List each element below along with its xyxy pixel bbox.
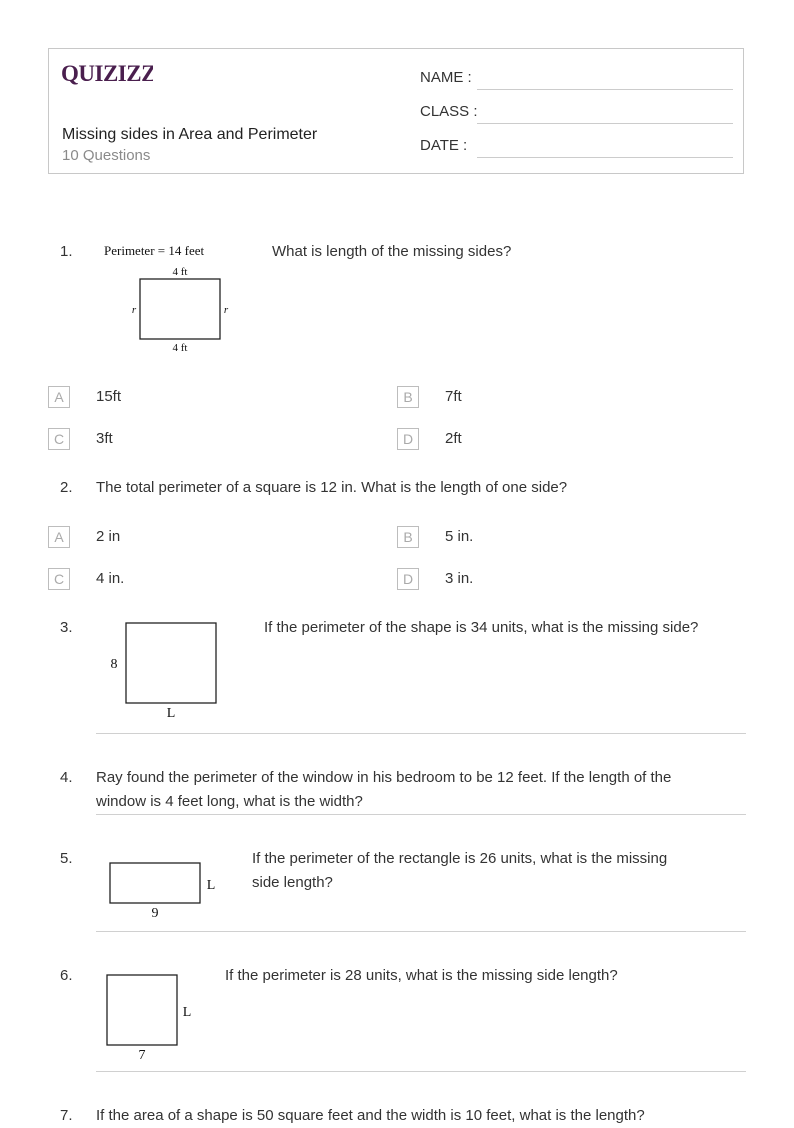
q2-option-c-letter[interactable]: C <box>48 568 70 590</box>
question-3-number: 3. <box>60 619 73 636</box>
date-label: DATE : <box>420 137 468 154</box>
question-6-number: 6. <box>60 967 73 984</box>
q2-option-a-letter[interactable]: A <box>48 526 70 548</box>
figure-caption: Perimeter = 14 feet <box>104 243 205 258</box>
name-input-line[interactable] <box>477 89 733 90</box>
question-count: 10 Questions <box>62 147 151 164</box>
question-4-answer-line[interactable] <box>96 814 746 815</box>
date-input-line[interactable] <box>477 157 733 158</box>
question-4-number: 4. <box>60 769 73 786</box>
question-7-number: 7. <box>60 1107 73 1124</box>
q1-option-a-letter[interactable]: A <box>48 386 70 408</box>
question-7-text: If the area of a shape is 50 square feet and the width is 10 feet, what is the length? <box>96 1107 645 1124</box>
q2-option-d-letter[interactable]: D <box>397 568 419 590</box>
class-label: CLASS : <box>420 103 478 120</box>
figure-rectangle <box>107 975 177 1045</box>
figure-bottom-label: L <box>166 706 176 721</box>
question-3-text: If the perimeter of the shape is 34 units, what is the missing side? <box>264 619 699 636</box>
q1-option-d-letter[interactable]: D <box>397 428 419 450</box>
question-5-text-line-2: side length? <box>252 874 333 891</box>
question-5-number: 5. <box>60 850 73 867</box>
figure-right-label: r <box>223 304 229 316</box>
brand-wordmark: QUIZIZZ <box>61 61 153 86</box>
q1-option-c-letter[interactable]: C <box>48 428 70 450</box>
q2-option-b-letter[interactable]: B <box>397 526 419 548</box>
worksheet-header <box>48 48 744 174</box>
question-6-answer-line[interactable] <box>96 1071 746 1072</box>
figure-right-label: L <box>182 1005 192 1020</box>
question-1-text: What is length of the missing sides? <box>272 243 512 260</box>
figure-bottom-label: 9 <box>151 906 159 921</box>
figure-top-label: 4 ft <box>172 266 188 278</box>
figure-rectangle <box>126 623 216 703</box>
q1-option-c-text[interactable]: 3ft <box>96 430 113 447</box>
q2-option-d-text[interactable]: 3 in. <box>445 570 474 587</box>
question-2-text: The total perimeter of a square is 12 in. What is the length of one side? <box>96 479 568 496</box>
worksheet-title: Missing sides in Area and Perimeter <box>62 126 318 143</box>
q1-option-d-text[interactable]: 2ft <box>445 430 462 447</box>
figure-bottom-label: 4 ft <box>172 342 188 354</box>
q2-option-b-text[interactable]: 5 in. <box>445 528 474 545</box>
question-4-text-line-1: Ray found the perimeter of the window in his bedroom to be 12 feet. If the length of the <box>96 769 672 786</box>
question-5-text-line-1: If the perimeter of the rectangle is 26 units, what is the missing <box>252 850 668 867</box>
figure-bottom-label: 7 <box>138 1048 146 1063</box>
figure-left-label: 8 <box>110 657 118 672</box>
q2-option-a-text[interactable]: 2 in <box>96 528 121 545</box>
question-3-figure <box>104 618 224 727</box>
question-5-answer-line[interactable] <box>96 931 746 932</box>
figure-rectangle <box>110 863 200 903</box>
q1-option-b-text[interactable]: 7ft <box>445 388 462 405</box>
question-5-figure <box>106 858 226 929</box>
question-6-text: If the perimeter is 28 units, what is the missing side length? <box>225 967 618 984</box>
figure-left-label: r <box>131 304 137 316</box>
figure-rectangle <box>140 279 220 339</box>
question-1-number: 1. <box>60 243 73 260</box>
q1-option-a-text[interactable]: 15ft <box>96 388 122 405</box>
question-1-figure <box>98 238 258 365</box>
question-6-figure <box>103 970 203 1071</box>
class-input-line[interactable] <box>477 123 733 124</box>
q2-option-c-text[interactable]: 4 in. <box>96 570 125 587</box>
quizizz-logo <box>61 59 153 94</box>
question-2-number: 2. <box>60 479 73 496</box>
question-3-answer-line[interactable] <box>96 733 746 734</box>
figure-right-label: L <box>206 878 216 893</box>
name-label: NAME : <box>420 69 472 86</box>
question-4-text-line-2: window is 4 feet long, what is the width? <box>96 793 363 810</box>
q1-option-b-letter[interactable]: B <box>397 386 419 408</box>
